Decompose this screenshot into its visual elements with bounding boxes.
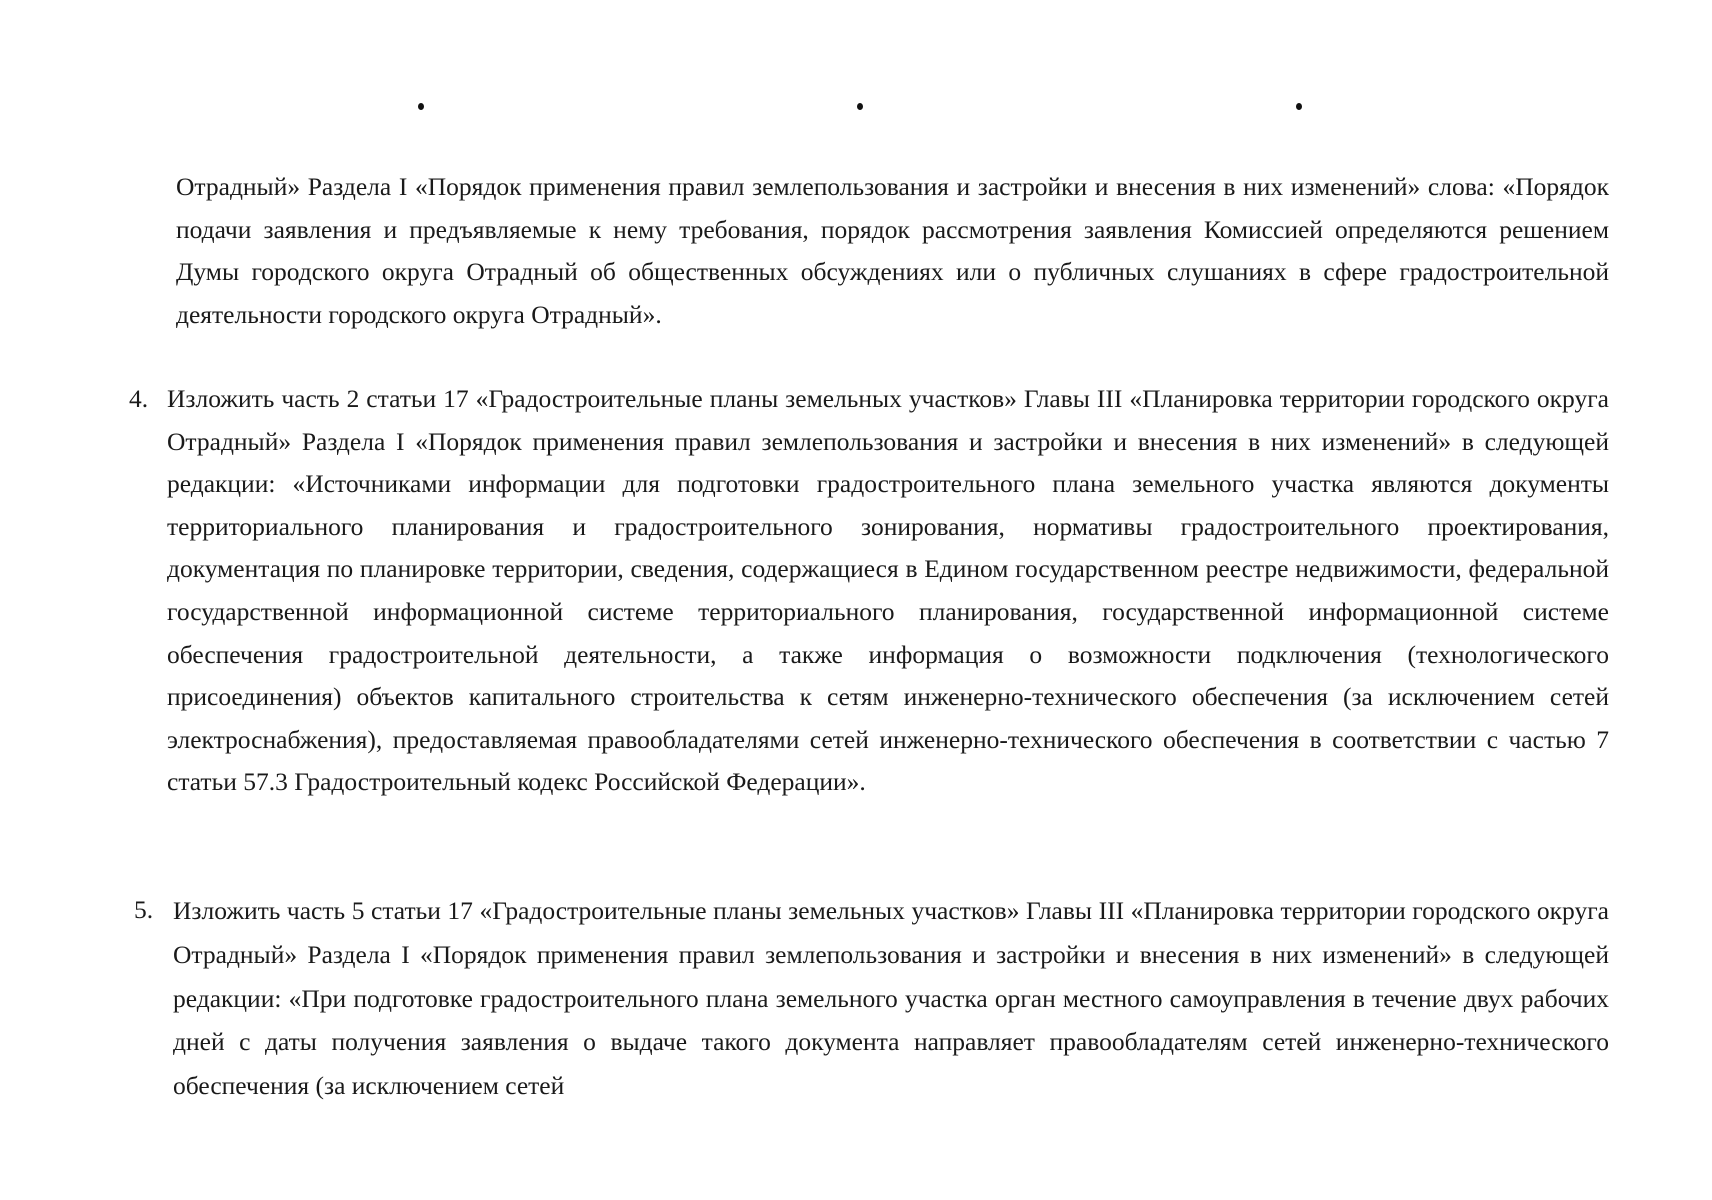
list-item-number: 4. xyxy=(129,384,149,413)
list-item xyxy=(129,378,1609,804)
list-item-text: Изложить часть 2 статьи 17 «Градостроительные планы земельных участков» Главы III «Планировка территории городского округа Отрадный» Раздела I «Порядок применения правил землепользования и застройки и внесения в них изменений» в следующей редакции: «Источниками информации для подготовки градостроительного плана земельного участка являются документы территориального планирования и градостроительного зонирования, нормативы градостроительного проектирования, документация по планировке территории, сведения, содержащиеся в Едином государственном реестре недвижимости, федеральной государственной информационной системе территориального планирования, государственной информационной системе обеспечения градостроительной деятельности, а также информация о возможности подключения (технологического присоединения) объектов капитального строительства к сетям инженерно-технического обеспечения (за исключением сетей электроснабжения), предоставляемая правообладателями сетей инженерно-технического обеспечения в соответствии с частью 7 статьи 57.3 Градостроительный кодекс Российской Федерации». xyxy=(167,384,1609,797)
header-dot-mark xyxy=(1296,103,1302,110)
continued-paragraph: Отрадный» Раздела I «Порядок применения правил землепользования и застройки и внесения в них изменений» слова: «Порядок подачи заявления и предъявляемые к нему требования, порядок рассмотрения заявления Комиссией определяются решением Думы городского округа Отрадный об общественных обсуждениях или о публичных слушаниях в сфере градостроительной деятельности городского округа Отрадный». xyxy=(176,172,1609,329)
list-item-text: Изложить часть 5 статьи 17 «Градостроительные планы земельных участков» Главы III «Планировка территории городского округа Отрадный» Раздела I «Порядок применения правил землепользования и застройки и внесения в них изменений» в следующей редакции: «При подготовке градостроительного плана земельного участка орган местного самоуправления в течение двух рабочих дней с даты получения заявления о выдаче такого документа направляет правообладателям сетей инженерно-технического обеспечения (за исключением сетей xyxy=(173,896,1609,1101)
list-item-number: 5. xyxy=(134,895,154,924)
header-dot-mark xyxy=(418,103,424,110)
header-dot-mark xyxy=(857,103,863,110)
list-item xyxy=(134,889,1609,1108)
